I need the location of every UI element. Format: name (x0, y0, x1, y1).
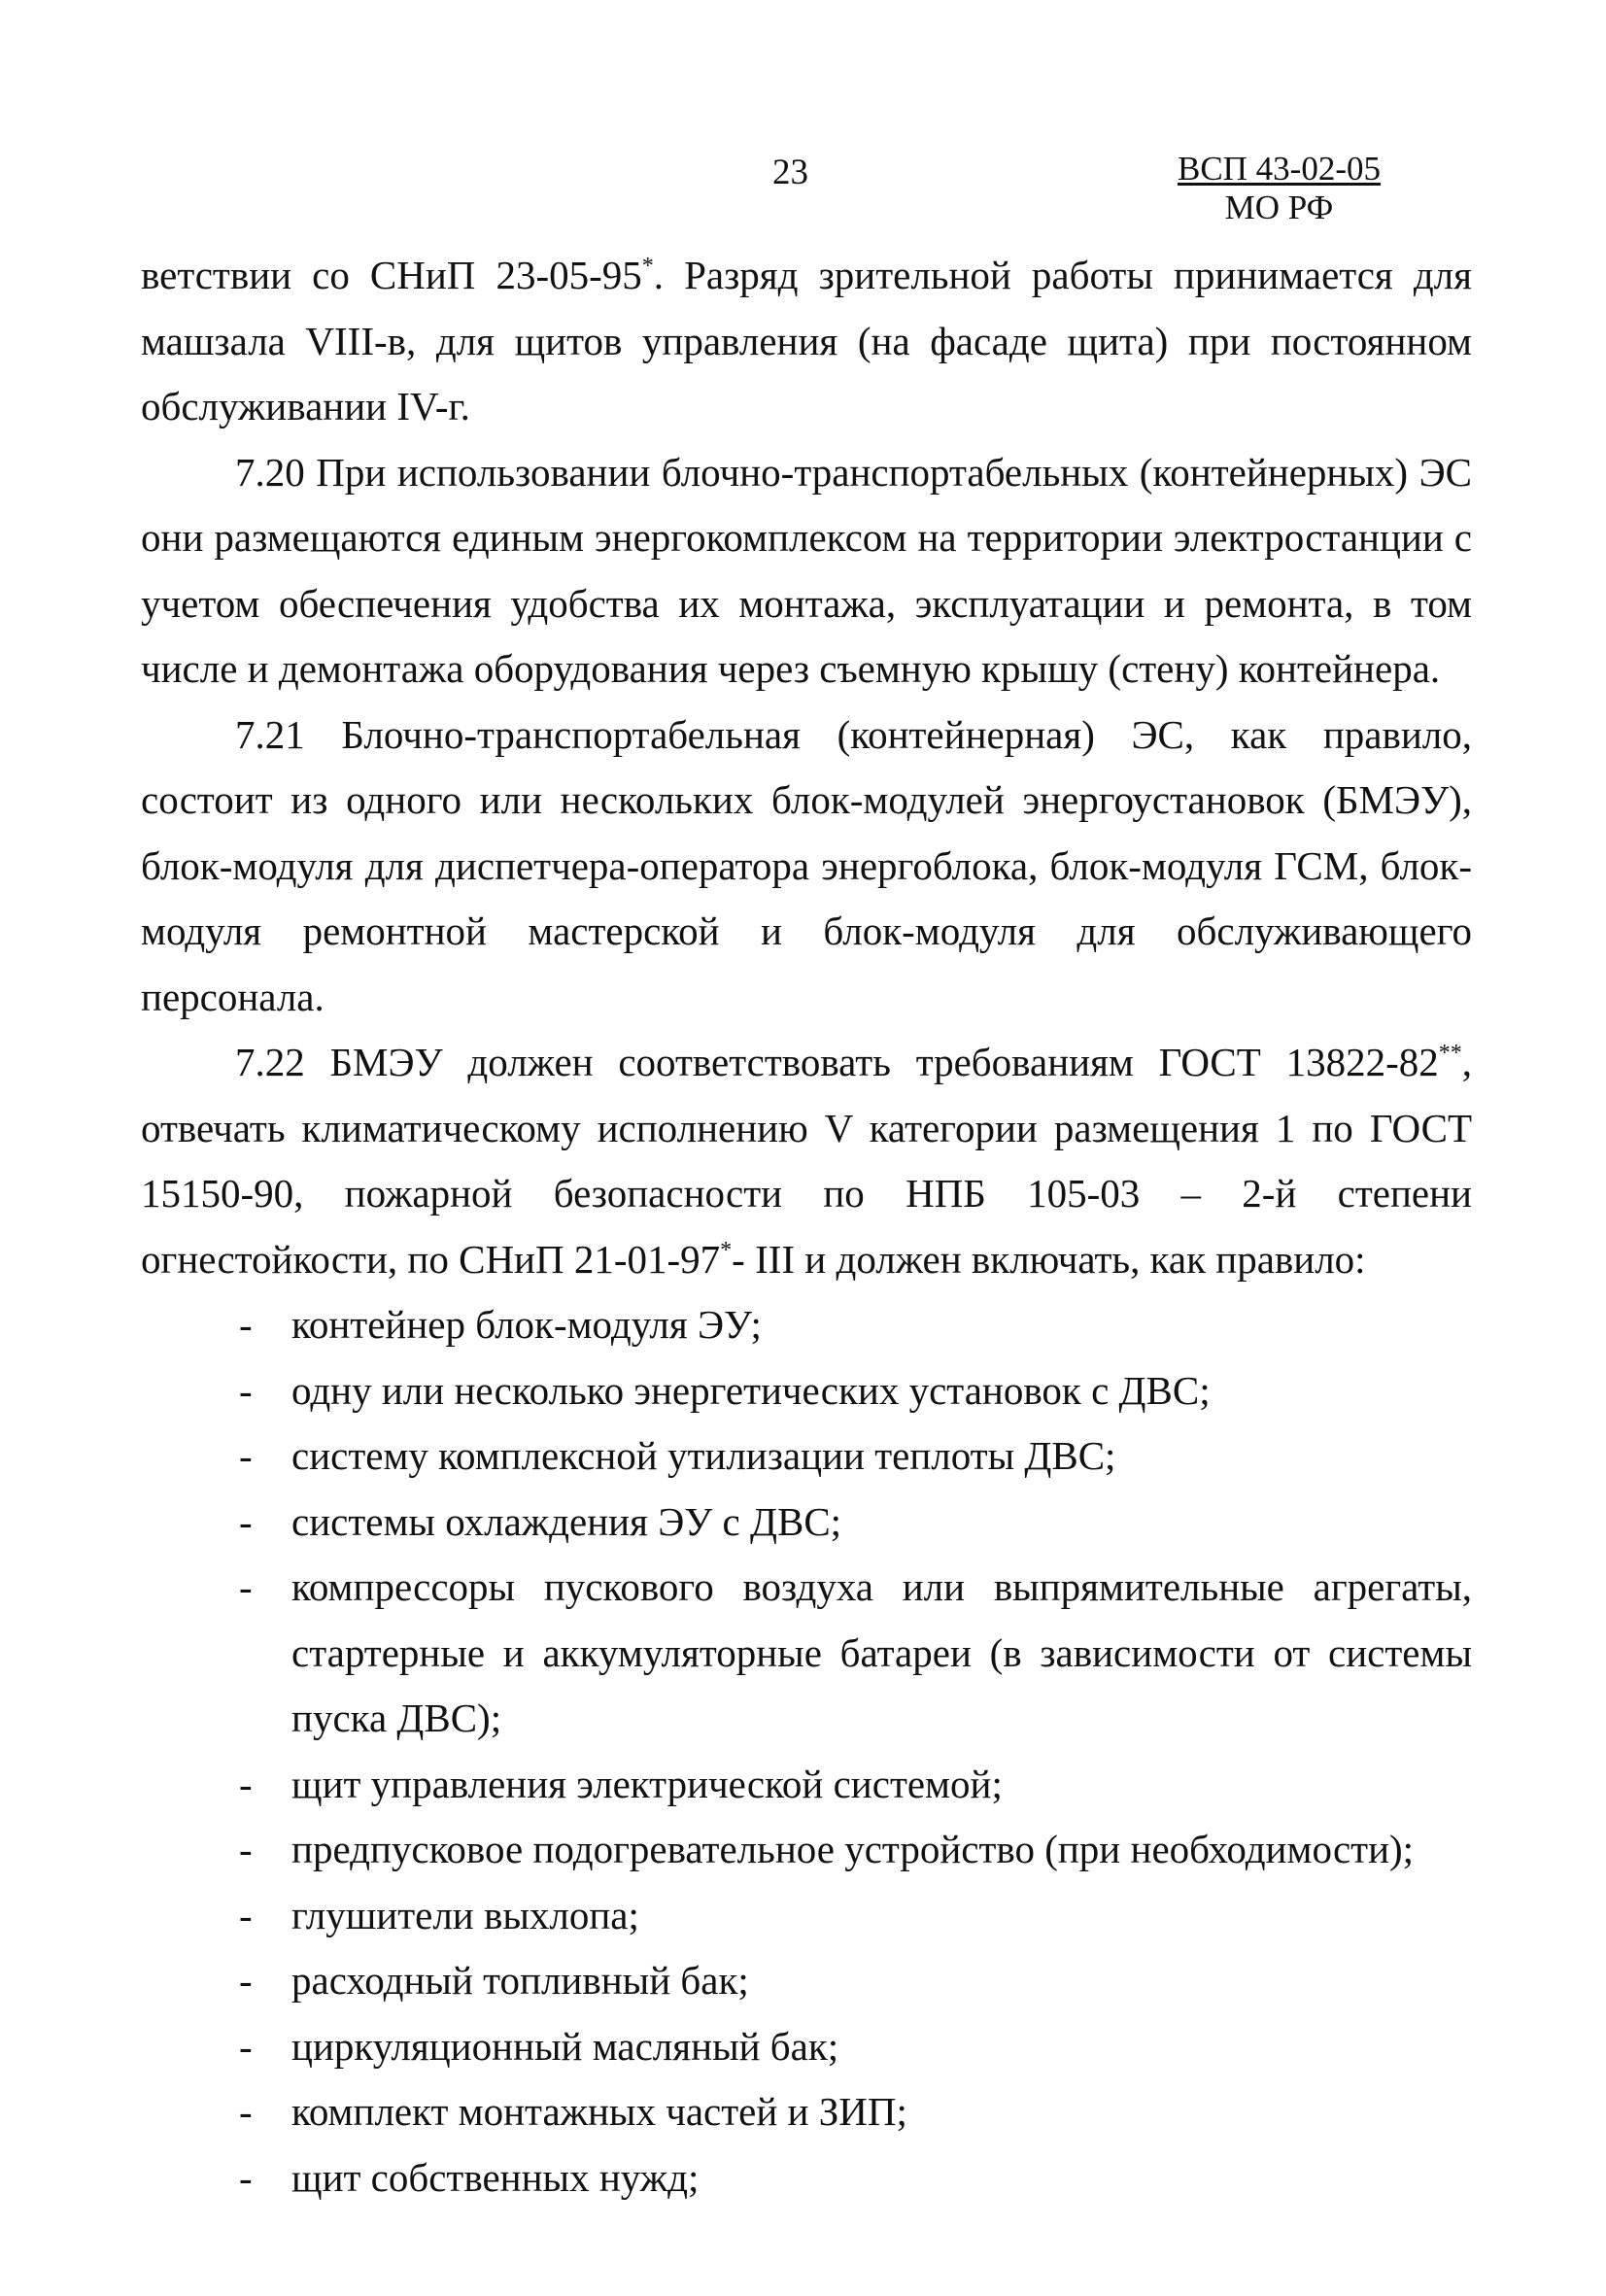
paragraph-continuation (141, 243, 1472, 440)
list-item (141, 1423, 1472, 1490)
list-bullet: - (239, 2154, 253, 2200)
document-body (141, 243, 1472, 2210)
list-item (141, 1358, 1472, 1424)
list-item (141, 2145, 1472, 2211)
paragraph-text: . Разряд зрительной работы принимается для машзала VIII-в, для щитов управления (на фасаде щита) при постоянном обслуживании IV-г. (141, 253, 1472, 428)
paragraph-7-20: 7.20 При использовании блочно-транспортабельных (контейнерных) ЭС они размещаются единым энергокомплексом на территории электростанции с учетом обеспечения удобства их монтажа, эксплуатации и ремонта, в том числе и демонтажа оборудования через съемную крышу (стену) контейнера. (141, 449, 1472, 691)
footnote-mark: * (641, 254, 654, 279)
list-bullet: - (239, 1958, 253, 2003)
document-code-block (1178, 150, 1381, 227)
paragraph-text: - III и должен включать, как правило: (732, 1236, 1366, 1282)
page-header (0, 146, 1606, 233)
list-item (141, 1883, 1472, 1949)
list-bullet: - (239, 1433, 253, 1478)
list-item (141, 1752, 1472, 1818)
organization-label: МО РФ (1224, 188, 1334, 226)
list-item (141, 1817, 1472, 1883)
paragraph-7-22 (141, 1030, 1472, 1292)
list-item-text: комплект монтажных частей и ЗИП; (291, 2089, 907, 2134)
list-bullet: - (239, 1892, 253, 1937)
equipment-list (141, 1292, 1472, 2210)
paragraph-text: 7.22 БМЭУ должен соответствовать требованиям ГОСТ 13822-82 (235, 1040, 1439, 1084)
list-item-text: систему комплексной утилизации теплоты ДВС; (291, 1433, 1116, 1478)
list-bullet: - (239, 1827, 253, 1871)
list-item (141, 2014, 1472, 2080)
list-item-text: щит управления электрической системой; (291, 1761, 1003, 1806)
list-item-text: глушители выхлопа; (291, 1892, 639, 1937)
list-item (141, 1292, 1472, 1358)
list-bullet: - (239, 2023, 253, 2069)
list-item-text: предпусковое подогревательное устройство (при необходимости); (291, 1827, 1415, 1871)
page-number: 23 (772, 153, 808, 192)
list-bullet: - (239, 1367, 253, 1413)
list-item-text: циркуляционный масляный бак; (291, 2023, 839, 2069)
list-item-text: контейнер блок-модуля ЭУ; (291, 1302, 762, 1347)
list-item-text: расходный топливный бак; (291, 1958, 749, 2003)
paragraph-7-21: 7.21 Блочно-транспортабельная (контейнерная) ЭС, как правило, состоит из одного или нескольких блок-модулей энергоустановок (БМЭУ), блок-модуля для диспетчера-оператора энергоблока, блок-модуля ГСМ, блок-модуля ремонтной мастерской и блок-модуля для обслуживающего персонала. (141, 711, 1472, 1019)
list-item-text: щит собственных нужд; (291, 2154, 700, 2200)
list-item (141, 1555, 1472, 1752)
footnote-mark: * (720, 1237, 733, 1263)
paragraph-text: ветствии со СНиП 23-05-95 (141, 253, 642, 297)
list-item-text: одну или несколько энергетических установок с ДВС; (291, 1367, 1211, 1413)
list-item (141, 2079, 1472, 2145)
footnote-mark: ** (1438, 1041, 1462, 1066)
list-item-text: компрессоры пускового воздуха или выпрямительные агрегаты, стартерные и аккумуляторные батареи (в зависимости от системы пуска ДВС); (291, 1564, 1472, 1740)
document-code: ВСП 43-02-05 (1177, 150, 1381, 188)
list-item-text: системы охлаждения ЭУ с ДВС; (291, 1498, 842, 1544)
paragraph-text: , отвечать климатическому исполнению V категории размещения 1 по ГОСТ 15150-90, пожарной безопасности по НПБ 105-03 – 2-й степени огнестойкости, по СНиП 21-01-97 (141, 1040, 1472, 1282)
list-bullet: - (239, 1302, 253, 1347)
list-bullet: - (239, 2089, 253, 2134)
list-bullet: - (239, 1761, 253, 1806)
list-item (141, 1490, 1472, 1556)
list-bullet: - (239, 1498, 253, 1544)
list-bullet: - (239, 1564, 253, 1609)
list-item (141, 1948, 1472, 2014)
